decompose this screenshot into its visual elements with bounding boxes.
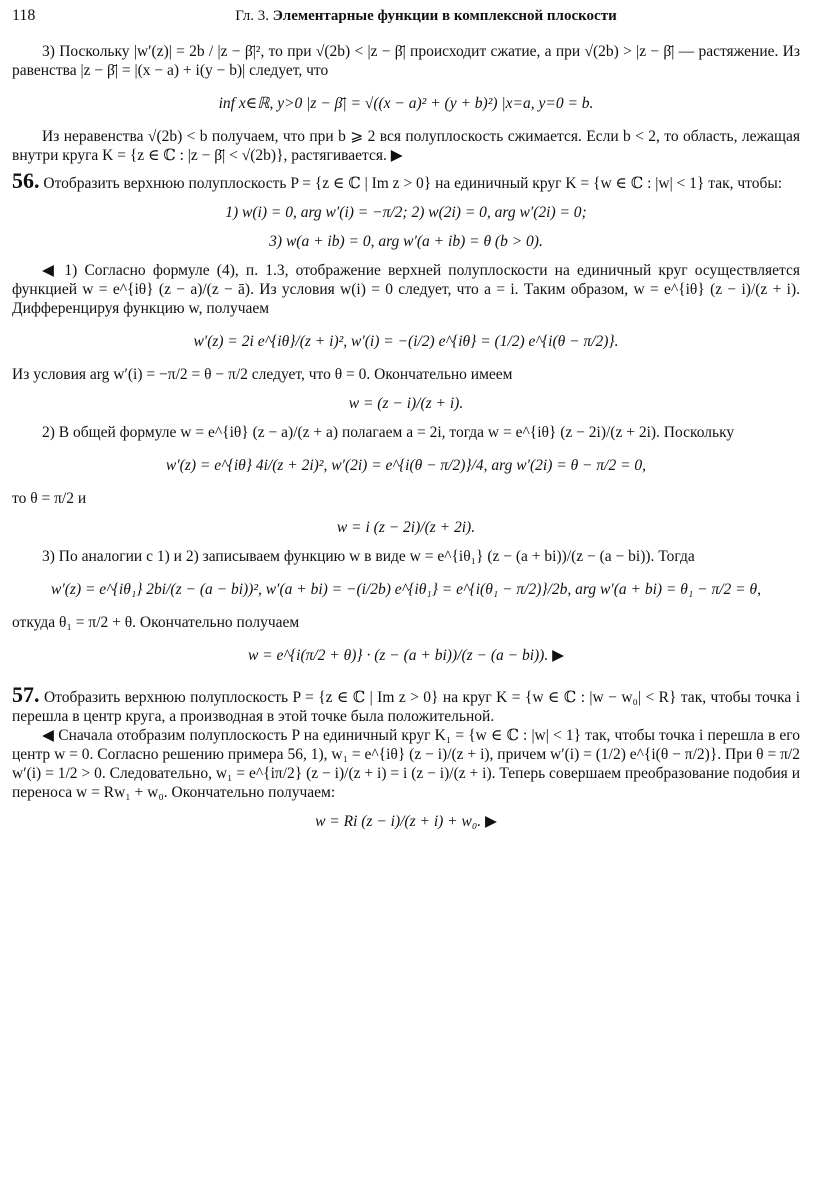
- paragraph-2: Из неравенства √(2b) < b получаем, что при b ⩾ 2 вся полуплоскость сжимается. Если b < 2, то область, лежащая внутри круга K = {z ∈ ℂ : |z − β̄| < √(2b)}, растягивается. ▶: [12, 128, 800, 164]
- exercise-56: [12, 168, 800, 193]
- paragraph-6: то θ = π/2 и: [12, 490, 87, 507]
- paragraph-3: ◀ 1) Согласно формуле (4), п. 1.3, отображение верхней полуплоскости на единичный круг осуществляется функцией w = e^{iθ} (z − a)/(z − ā). Из условия w(i) = 0 следует, что a = i. Таким образом, w = e^{iθ} (z − i)/(z + i). Дифференцируя функцию w, получаем: [12, 262, 800, 317]
- formula-conditions-3: 3) w(a + ib) = 0, arg w′(a + ib) = θ (b > 0).: [269, 233, 543, 250]
- paragraph-8: откуда θ₁ = π/2 + θ. Окончательно получаем: [12, 614, 300, 631]
- paragraph-4: Из условия arg w′(i) = −π/2 = θ − π/2 следует, что θ = 0. Окончательно имеем: [12, 366, 513, 383]
- page-header: [12, 6, 800, 30]
- formula-derivative-2: w′(z) = e^{iθ} 4i/(z + 2i)², w′(2i) = e^{i(θ − π/2)}/4, arg w′(2i) = θ − π/2 = 0,: [165, 457, 647, 474]
- paragraph-7: 3) По аналогии с 1) и 2) записываем функцию w в виде w = e^{iθ₁} (z − (a + bi))/(z − (a − bi)). Тогда: [42, 548, 695, 565]
- exercise-57: [12, 682, 801, 726]
- formula-derivative-1: w′(z) = 2i e^{iθ}/(z + i)², w′(i) = −(i/2) e^{iθ} = (1/2) e^{i(θ − π/2)}.: [193, 333, 619, 350]
- chapter-title: Элементарные функции в комплексной плоскости: [272, 8, 617, 24]
- exercise-56-number: 56.: [12, 168, 40, 193]
- formula-infimum: inf x∈ℝ, y>0 |z − β̄| = √((x − a)² + (y + b)²) |x=a, y=0 = b.: [218, 95, 594, 112]
- formula-result-3: w = e^{i(π/2 + θ)} · (z − (a + bi))/(z − (a − bi)). ▶: [247, 647, 565, 664]
- chapter-label: Гл. 3.: [235, 8, 270, 24]
- exercise-57-text: Отобразить верхнюю полуплоскость P = {z ∈ ℂ | Im z > 0} на круг K = {w ∈ ℂ : |w − w₀| < R} так, чтобы точка i перешла в центр круга, а производная в этой точке была положительной.: [12, 689, 801, 725]
- exercise-56-text: Отобразить верхнюю полуплоскость P = {z ∈ ℂ | Im z > 0} на единичный круг K = {w ∈ ℂ : |w| < 1} так, чтобы:: [43, 175, 783, 192]
- formula-result-1: w = (z − i)/(z + i).: [348, 395, 464, 412]
- paragraph-9: ◀ Сначала отобразим полуплоскость P на единичный круг K₁ = {w ∈ ℂ : |w| < 1} так, чтобы точка i перешла в его центр w = 0. Согласно решению примера 56, 1), w₁ = e^{iθ} (z − i)/(z + i), причем w′(i) = (1/2) e^{i(θ − π/2)}. При θ = π/2 w′(i) = 1/2 > 0. Следовательно, w₁ = e^{iπ/2} (z − i)/(z + i) = i (z − i)/(z + i). Теперь совершаем преобразование подобия и переноса w = Rw₁ + w₀. Окончательно получаем:: [12, 727, 800, 801]
- formula-derivative-3: w′(z) = e^{iθ₁} 2bi/(z − (a − bi))², w′(a + bi) = −(i/2b) e^{iθ₁} = e^{i(θ₁ − π/2)}/2b, arg w′(a + bi) = θ₁ − π/2 = θ,: [51, 581, 761, 598]
- paragraph-1: 3) Поскольку |w′(z)| = 2b / |z − β̄|², то при √(2b) < |z − β̄| происходит сжатие, а при √(2b) > |z − β̄| — растяжение. Из равенства |z − β̄| = |(x − a) + i(y − b)| следует, что: [12, 43, 800, 79]
- formula-result-2: w = i (z − 2i)/(z + 2i).: [336, 519, 476, 536]
- page-number: 118: [12, 7, 36, 24]
- running-head: [52, 7, 800, 26]
- formula-result-57: w = Ri (z − i)/(z + i) + w₀. ▶: [315, 813, 497, 830]
- exercise-57-number: 57.: [12, 682, 40, 707]
- paragraph-5: 2) В общей формуле w = e^{iθ} (z − a)/(z + a) полагаем a = 2i, тогда w = e^{iθ} (z − 2i)/(z + 2i). Поскольку: [42, 424, 735, 441]
- formula-conditions-1-2: 1) w(i) = 0, arg w′(i) = −π/2; 2) w(2i) = 0, arg w′(2i) = 0;: [225, 204, 587, 221]
